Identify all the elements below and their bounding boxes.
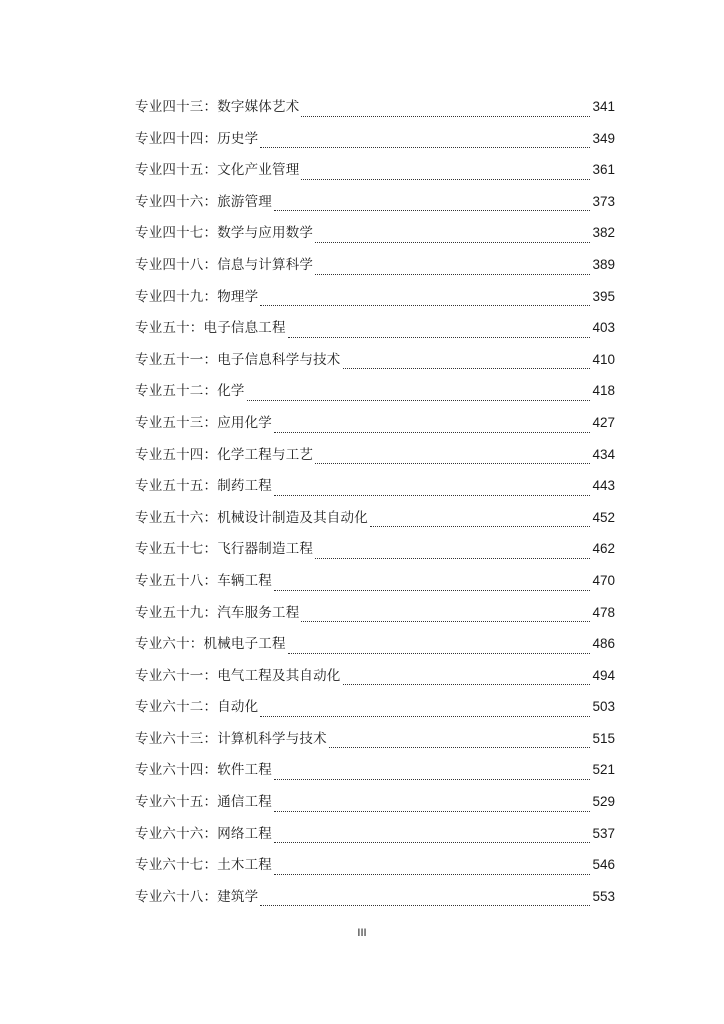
toc-entry-title: 专业五十八：车辆工程	[135, 572, 272, 589]
toc-entry-page-number: 410	[592, 351, 615, 367]
toc-entry-title: 专业五十七：飞行器制造工程	[135, 541, 314, 558]
toc-entry-page-number: 486	[592, 636, 615, 652]
toc-entry[interactable]	[135, 602, 615, 634]
toc-dot-leader	[274, 494, 590, 496]
toc-dot-leader	[247, 399, 591, 401]
toc-dot-leader	[288, 336, 591, 338]
toc-entry[interactable]	[135, 791, 615, 823]
toc-dot-leader	[315, 273, 590, 275]
toc-entry-title: 专业六十六：网络工程	[135, 825, 272, 842]
toc-entry-page-number: 434	[592, 446, 615, 462]
toc-entry-page-number: 418	[592, 383, 615, 399]
toc-entry-title: 专业五十六：机械设计制造及其自动化	[135, 509, 368, 526]
toc-dot-leader	[274, 810, 590, 812]
toc-entry-page-number: 427	[592, 414, 615, 430]
toc-entry-title: 专业六十一：电气工程及其自动化	[135, 667, 341, 684]
toc-entry[interactable]	[135, 886, 615, 918]
toc-dot-leader	[260, 904, 590, 906]
toc-entry[interactable]	[135, 349, 615, 381]
toc-dot-leader	[370, 525, 591, 527]
toc-entry-title: 专业六十四：软件工程	[135, 762, 272, 779]
toc-entry[interactable]	[135, 823, 615, 855]
toc-entry-title: 专业六十三：计算机科学与技术	[135, 730, 327, 747]
toc-entry[interactable]	[135, 191, 615, 223]
toc-dot-leader	[301, 178, 590, 180]
toc-entry-page-number: 341	[592, 99, 615, 114]
toc-dot-leader	[315, 462, 590, 464]
toc-entry-page-number: 395	[592, 288, 615, 304]
toc-entry[interactable]	[135, 475, 615, 507]
toc-dot-leader	[301, 115, 590, 117]
toc-entry-title: 专业五十五：制药工程	[135, 478, 272, 495]
toc-dot-leader	[288, 652, 591, 654]
toc-entry-title: 专业五十一：电子信息科学与技术	[135, 351, 341, 368]
toc-entry[interactable]	[135, 222, 615, 254]
toc-entry[interactable]	[135, 286, 615, 318]
toc-dot-leader	[274, 589, 590, 591]
toc-entry-page-number: 403	[592, 320, 615, 336]
toc-entry-title: 专业六十八：建筑学	[135, 888, 259, 905]
toc-entry[interactable]	[135, 759, 615, 791]
toc-entry-page-number: 443	[592, 478, 615, 494]
toc-entry-page-number: 521	[592, 762, 615, 778]
toc-entry-page-number: 373	[592, 193, 615, 209]
toc-dot-leader	[274, 431, 590, 433]
toc-dot-leader	[274, 778, 590, 780]
toc-entry-title: 专业五十：电子信息工程	[135, 320, 286, 337]
toc-dot-leader	[343, 367, 591, 369]
toc-entry-title: 专业四十九：物理学	[135, 288, 259, 305]
toc-entry-page-number: 389	[592, 256, 615, 272]
toc-entry[interactable]	[135, 570, 615, 602]
toc-entry-page-number: 546	[592, 857, 615, 873]
toc-entry-title: 专业六十：机械电子工程	[135, 636, 286, 653]
toc-entry-title: 专业四十八：信息与计算科学	[135, 256, 314, 273]
toc-entry-title: 专业六十五：通信工程	[135, 794, 272, 811]
toc-entry-title: 专业五十三：应用化学	[135, 414, 272, 431]
toc-entry[interactable]	[135, 412, 615, 444]
toc-entry[interactable]	[135, 254, 615, 286]
toc-entry[interactable]	[135, 128, 615, 160]
toc-entry-page-number: 503	[592, 699, 615, 715]
toc-dot-leader	[274, 873, 590, 875]
toc-entry-page-number: 361	[592, 162, 615, 178]
toc-entry-title: 专业五十二：化学	[135, 383, 245, 400]
toc-entry[interactable]	[135, 444, 615, 476]
toc-entry-page-number: 349	[592, 130, 615, 146]
toc-dot-leader	[260, 715, 590, 717]
toc-dot-leader	[315, 241, 590, 243]
toc-entry-title: 专业四十七：数学与应用数学	[135, 225, 314, 242]
toc-dot-leader	[274, 209, 590, 211]
toc-dot-leader	[315, 557, 590, 559]
toc-entry-title: 专业四十五：文化产业管理	[135, 162, 300, 179]
toc-entry-page-number: 470	[592, 572, 615, 588]
toc-entry-page-number: 529	[592, 794, 615, 810]
toc-entry-title: 专业五十九：汽车服务工程	[135, 604, 300, 621]
toc-entry[interactable]	[135, 96, 615, 128]
toc-dot-leader	[329, 746, 591, 748]
toc-entry-page-number: 382	[592, 225, 615, 241]
toc-entry[interactable]	[135, 538, 615, 570]
toc-entry-page-number: 553	[592, 888, 615, 904]
toc-entry[interactable]	[135, 633, 615, 665]
toc-dot-leader	[260, 304, 590, 306]
toc-entry-title: 专业五十四：化学工程与工艺	[135, 446, 314, 463]
toc-entry-title: 专业六十二：自动化	[135, 699, 259, 716]
page-number-footer: III	[357, 927, 367, 939]
table-of-contents	[135, 96, 615, 917]
toc-entry-page-number: 537	[592, 825, 615, 841]
toc-entry[interactable]	[135, 507, 615, 539]
toc-entry-page-number: 494	[592, 667, 615, 683]
toc-entry-page-number: 478	[592, 604, 615, 620]
toc-dot-leader	[343, 683, 591, 685]
toc-entry-page-number: 515	[592, 730, 615, 746]
toc-entry-title: 专业四十四：历史学	[135, 130, 259, 147]
toc-dot-leader	[260, 146, 590, 148]
toc-dot-leader	[274, 841, 590, 843]
toc-entry-page-number: 462	[592, 541, 615, 557]
toc-entry-title: 专业六十七：土木工程	[135, 857, 272, 874]
toc-entry[interactable]	[135, 854, 615, 886]
toc-entry[interactable]	[135, 317, 615, 349]
toc-entry-page-number: 452	[592, 509, 615, 525]
toc-entry-title: 专业四十三：数字媒体艺术	[135, 99, 300, 115]
toc-entry[interactable]	[135, 665, 615, 697]
toc-entry[interactable]	[135, 696, 615, 728]
toc-entry[interactable]	[135, 728, 615, 760]
toc-entry[interactable]	[135, 159, 615, 191]
toc-dot-leader	[301, 620, 590, 622]
toc-entry[interactable]	[135, 380, 615, 412]
toc-entry-title: 专业四十六：旅游管理	[135, 193, 272, 210]
